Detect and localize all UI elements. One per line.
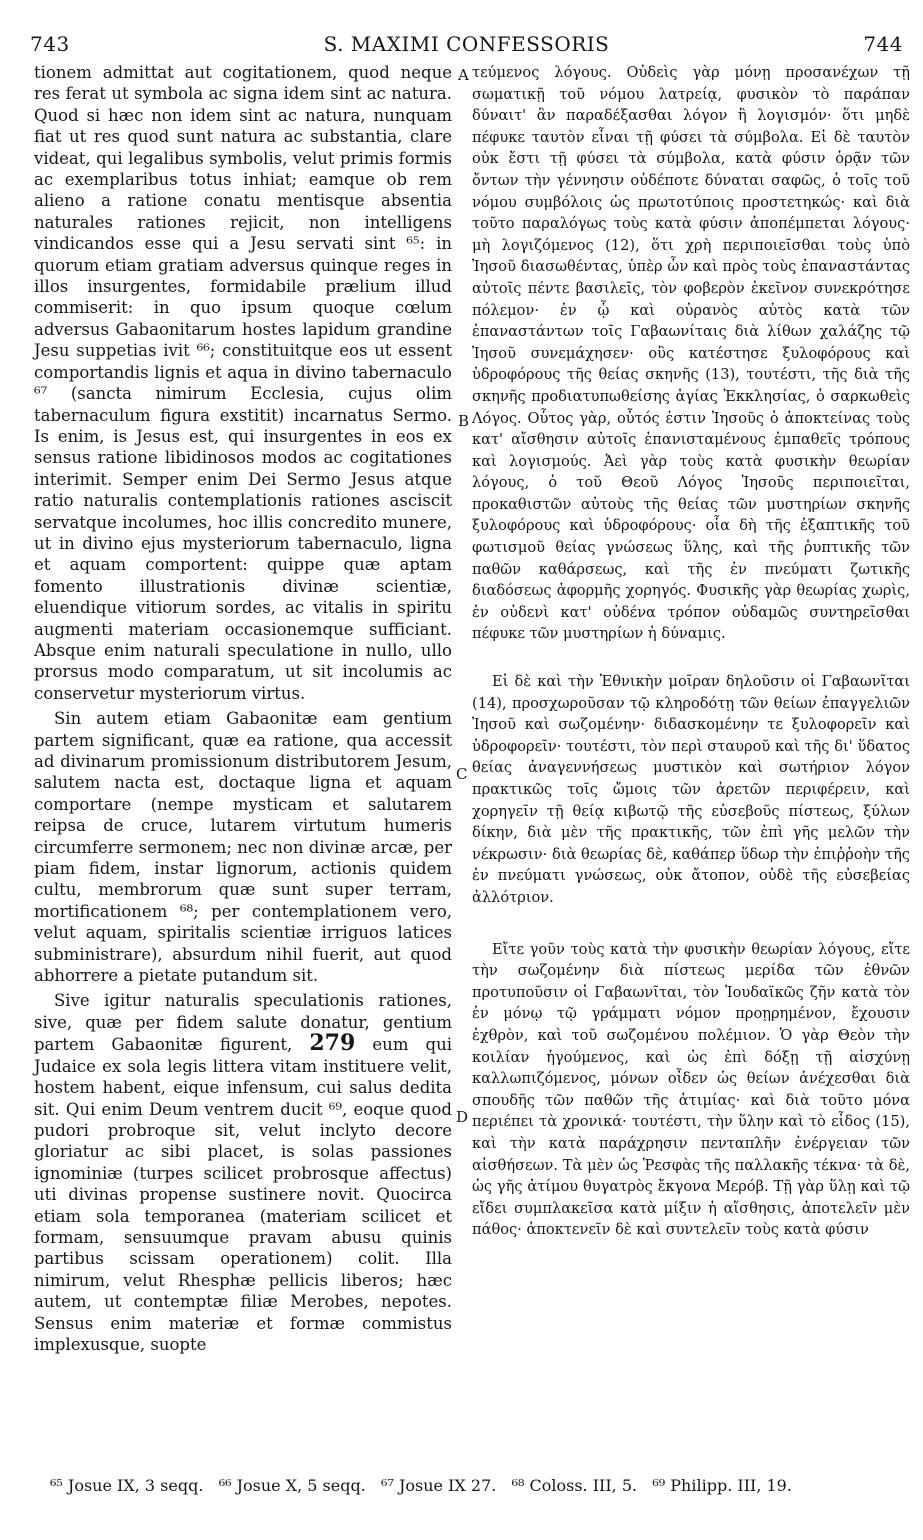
margin-letter-a: A (458, 66, 469, 84)
latin-paragraph-3-start: Sive igitur naturalis speculationis rationes, sive, quæ per fidem salute donatur, gentium partem Gabaonitæ figurent, (34, 991, 452, 1055)
greek-paragraph-1: τεύμενος λόγους. Οὐδεὶς γὰρ μόνῃ προσανέχων τῇ σωματικῇ τοῦ νόμου λατρείᾳ, φυσικὸν τὸ παράπαν δύναιτ' ἂν παραδέξασθαι λόγον ἢ λογισμόν· ὅτι μηδὲ πέφυκε ταυτὸν εἶναι τῇ φύσει τὰ σύμβολα. Εἰ δὲ ταυτὸν οὐκ ἔστι τῇ φύσει τὰ σύμβολα, κατὰ φύσιν ὁρᾷν τῶν ὄντων τὴν γέννησιν οὐδέποτε δύναται σαφῶς, ὁ τοῖς τοῦ νόμου συμβόλοις ὡς πρωτοτύποις προστετηκώς· καὶ διὰ τοῦτο παραλόγως τοὺς κατὰ φύσιν ἀποπέμπεται λόγους· μὴ λογιζόμενος (12), ὅτι χρὴ περιποιεῖσθαι τοὺς ὑπὸ Ἰησοῦ διασωθέντας, ὑπὲρ ὧν καὶ πρὸς τοὺς ἐπαναστάντας αὐτοῖς πέντε βασιλεῖς, τὸν φοβερὸν ἐκεῖνον συνεκρότησε πόλεμον· ἐν ᾧ καὶ οὐρανὸς αὐτὸς κατὰ τῶν ἐπαναστάντων τοῖς Γαβαωνίταις διὰ λίθων χαλάζης τῷ Ἰησοῦ συνεμάχησεν· οὓς κατέστησε ξυλοφόρους καὶ ὑδροφόρους τῆς θείας σκηνῆς (13), τουτέστι, τῆς διὰ τῆς σκηνῆς προδιατυπωθείσης ἁγίας Ἐκκλησίας, ὁ σαρκωθεὶς Λόγος. Οὗτος γὰρ, οὗτός ἐστιν Ἰησοῦς ὁ ἀποκτείνας τοὺς κατ' αἴσθησιν αὐτοῖς ἐπανισταμένους ἐμπαθεῖς τρόπους καὶ λογισμούς. Ἀεὶ γὰρ τοὺς κατὰ φυσικὴν θεωρίαν λόγους, ὁ τοῦ Θεοῦ Λόγος Ἰησοῦς περιποιεῖται, προκαθιστῶν αὐτοὺς τῆς θείας τῶν μυστηρίων σκηνῆς ξυλοφόρους καὶ ὑδροφόρους· οἷα δὴ τῆς ἐξαπτικῆς τοῦ φωτισμοῦ θείας γνώσεως ὕλης, καὶ τῆς ῥυπτικῆς τῶν παθῶν καθάρσεως, καὶ τῆς ἐν πνεύματι ζωτικῆς διαδόσεως ἀφορμῆς χορηγός. Φυσικῆς γὰρ θεωρίας χωρὶς, ἐν οὐδενὶ κατ' οὐδένα τρόπον οὐδαμῶς συντηρεῖσθαι πέφυκε τῶν μυστηρίων ἡ δύναμις. (472, 64, 910, 643)
page-number-left: 743 (30, 32, 70, 56)
latin-paragraph-2: Sin autem etiam Gabaonitæ eam gentium partem significant, quæ ea ratione, qua accessit ad divinarum promissionum distributorem Jesum, salutem nacta est, doctaque ligna et aquam comportare (nempe mysticam et salutarem reipsa de cruce, lutarem virtutum humeris circumferre sermonem; nec non divinæ arcæ, per piam fidem, instar lignorum, actionis quidem cultu, membrorum quæ sunt super terram, mortificationem ⁶⁸; per contemplationem vero, velut aquam, spiritalis scientiæ irriguos latices subministrare), absurdum nihil fuerit, aut quod abhorrere a pietate putandum sit. (34, 709, 452, 986)
latin-column (34, 62, 452, 1355)
greek-column (472, 62, 910, 1241)
latin-paragraph-1: tionem admittat aut cogitationem, quod neque res ferat ut symbola ac signa idem sint ac natura. Quod si hæc non idem sint ac natura, nunquam fiat ut res quod sunt natura ac substantia, clare videat, qui legalibus symbolis, velut primis formis ac exemplaribus totus inhiat; eamque ob rem alieno a ratione conatu mentisque absentia naturales rationes rejicit, non intelligens vindicandos esse qui a Jesu servati sint ⁶⁵: in quorum etiam gratiam adversus quinque reges in illos insurgentes, formidabile prælium illud commiserit: in quo ipsum quoque cœlum adversus Gabaonitarum hostes lapidum grandine Jesu suppetias ivit ⁶⁶; constituitque eos ut essent comportandis lignis et aqua in divino tabernaculo ⁶⁷ (sancta nimirum Ecclesia, cujus olim tabernaculum figura exstitit) incarnatus Sermo. Is enim, is Jesus est, qui insurgentes in eos ex sensus ratione libidinosos modos ac cogitationes interimit. Semper enim Dei Sermo Jesus atque ratio naturalis contemplationis rationes asciscit servatque incolumes, hoc illis concredito munere, ut in divino ejus mysteriorum tabernaculo, ligna et aquam comportent: quippe quæ aptam fomento illustrationis divinæ scientiæ, eluendique vitiorum sordes, ac vitalis in spiritu augmenti materiam occasionemque sufficiant. Absque enim naturali speculatione in nullo, ullo prorsus modo comparatum, ut sit incolumis ac conservetur mysteriorum virtus. (34, 63, 452, 703)
latin-paragraph-3-rest: eum qui Judaice ex sola legis littera vitam instituere velit, hostem habent, eique infensum, cui salus dedita sit. Qui enim Deum ventrem ducit ⁶⁹, eoque quod pudori probroque sit, velut inclyto decore gloriatur ac sibi placet, is solas passiones ignominiæ (turpes scilicet probrosque affectus) uti divinas propense sustinere novit. Quocirca etiam sola temporanea (materiam scilicet et formam, sensuumque pravam abusu quinis partibus scissam operationem) colit. Illa nimirum, velut Rhesphæ pellicis liberos; hæc autem, ut contemptæ filiæ Merobes, nepotes. Sensus enim materiæ et formæ commistus implexusque, suopte (34, 1035, 453, 1354)
greek-paragraph-2: Εἰ δὲ καὶ τὴν Ἐθνικὴν μοῖραν δηλοῦσιν οἱ Γαβαωνῖται (14), προσχωροῦσαν τῷ κληροδότῃ τῶν θείων ἐπαγγελιῶν Ἰησοῦ καὶ σωζομένην· διδασκομένην τε ξυλοφορεῖν καὶ ὑδροφορεῖν· τουτέστι, τὸν περὶ σταυροῦ καὶ τῆς δι' ὕδατος θείας ἀναγεννήσεως μυστικὸν καὶ σωτήριον λόγον πρακτικῶς τοῖς ὤμοις τῶν ἀρετῶν περιφέρειν, καὶ χορηγεῖν τῇ θείᾳ κιβωτῷ τῆς εὐσεβοῦς πίστεως, ξύλων δίκην, διὰ μὲν τῆς πρακτικῆς, τῶν ἐπὶ γῆς μελῶν τὴν νέκρωσιν· διὰ θεωρίας δὲ, καθάπερ ὕδωρ τὴν ἐπιῤῥοὴν τῆς ἐν πνεύματι γνώσεως, οὐκ ἄτοπον, οὐδὲ τῆς εὐσεβείας ἀλλότριον. (472, 673, 910, 906)
margin-letter-b: B (458, 412, 470, 430)
latin-paragraph-3 (34, 990, 452, 1355)
column-number: 279 (309, 1030, 356, 1057)
margin-letter-c: C (456, 765, 468, 783)
margin-letter-d: D (456, 1108, 469, 1126)
greek-paragraph-3: Εἴτε γοῦν τοὺς κατὰ τὴν φυσικὴν θεωρίαν λόγους, εἴτε τὴν σωζομένην διὰ πίστεως μερίδα τῶν ἐθνῶν προτυποῦσιν οἱ Γαβαωνῖται, τὸν Ἰουδαϊκῶς ζῆν κατὰ τὸν ἐν μόνῳ τῷ γράμματι νόμον προῃρημένον, ἔχουσιν ἐχθρὸν, καὶ τοῦ σωζομένου πολέμιον. Ὁ γὰρ Θεὸν τὴν κοιλίαν ἡγούμενος, καὶ ὡς ἐπὶ δόξῃ τῇ αἰσχύνῃ καλλωπιζόμενος, μόνων οἶδεν ὡς θείων ἀνέχεσθαι διὰ σπουδῆς τῶν παθῶν τῆς ἀτιμίας· καὶ διὰ τοῦτο μόνα περιέπει τὰ χρονικά· τουτέστι, τὴν ὕλην καὶ τὸ εἶδος (15), καὶ τὴν κατὰ παράχρησιν πενταπλῆν ἐνέργειαν τῶν αἰσθήσεων. Τὰ μὲν ὡς Ῥεσφὰς τῆς παλλακῆς τέκνα· τὰ δὲ, ὡς γῆς ἀτίμου θυγατρὸς ἔκγονα Μερόβ. Τῇ γὰρ ὕλῃ καὶ τῷ εἴδει συμπλακεῖσα κατὰ μίξιν ἡ αἴσθησις, ἀποτελεῖν μὲν πάθος· ἀποκτενεῖν δὲ καὶ συντελεῖν τοὺς κατὰ φύσιν (472, 940, 910, 1239)
footnotes: ⁶⁵ Josue IX, 3 seqq. ⁶⁶ Josue X, 5 seqq. ⁶⁷ Josue IX 27. ⁶⁸ Coloss. III, 5. ⁶⁹ Philipp. III, 19. (50, 1476, 792, 1495)
running-title: S. MAXIMI CONFESSORIS (323, 32, 610, 56)
page-number-right: 744 (863, 32, 903, 56)
running-header (30, 32, 903, 58)
